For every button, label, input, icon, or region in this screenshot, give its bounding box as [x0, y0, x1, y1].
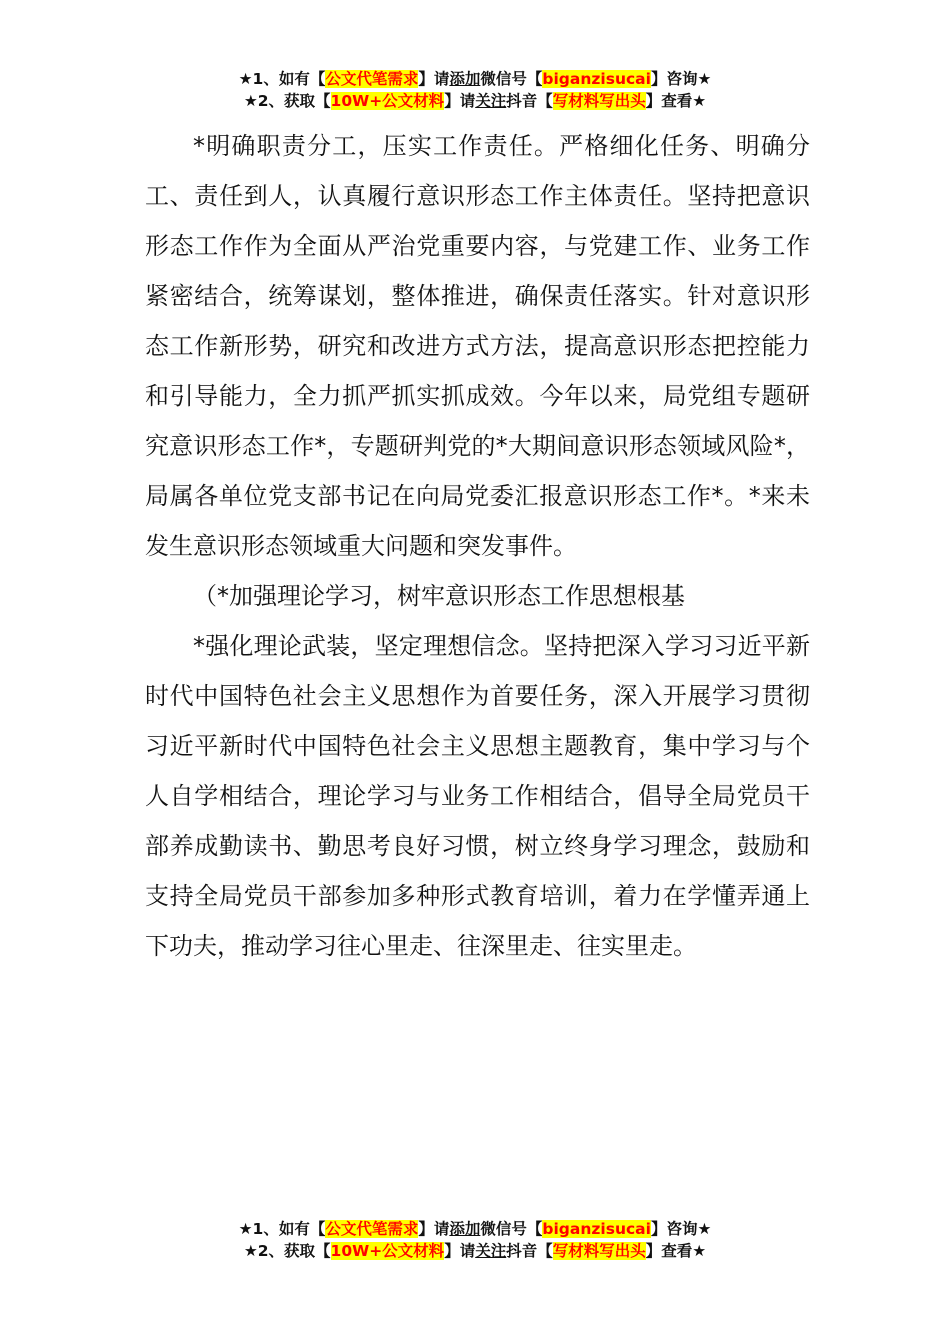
paragraph-theory-study: *强化理论武装，坚定理想信念。坚持把深入学习习近平新时代中国特色社会主义思想作为首要任务，深入开展学习贯彻习近平新时代中国特色社会主义思想主题教育，集中学习与个人自学相结合，理论学习与业务工作相结合，倡导全局党员干部养成勤读书、勤思考良好习惯，树立终身学习理念，鼓励和支持全局党员干部参加多种形式教育培训，着力在学懂弄通上下功夫，推动学习往心里走、往深里走、往实里走。: [145, 632, 810, 960]
banner-text: 】咨询: [650, 1220, 698, 1238]
highlight-wechat-id: biganzisucai: [542, 1220, 651, 1238]
footer-banner: [0, 1218, 950, 1262]
banner-text: 微信号【: [480, 70, 543, 88]
banner-line-2: [0, 1240, 950, 1262]
banner-text: 】请: [418, 70, 450, 88]
banner-text: 1、如有【: [252, 1220, 326, 1238]
banner-text: 抖音【: [506, 92, 553, 110]
star-icon: ★: [238, 70, 253, 88]
banner-line-1: [0, 1218, 950, 1240]
highlight-wechat-id: biganzisucai: [542, 70, 651, 88]
banner-text: 微信号【: [480, 1220, 543, 1238]
banner-text: 】请: [444, 1242, 476, 1260]
underlined-text: 关注: [475, 1242, 507, 1260]
banner-line-2: [0, 90, 950, 112]
document-body: [145, 121, 810, 971]
banner-text: 抖音【: [506, 1242, 553, 1260]
highlight-materials: 10W+公文材料: [330, 92, 445, 110]
banner-line-1: [0, 68, 950, 90]
star-icon: ★: [243, 92, 258, 110]
banner-text: 】请: [444, 92, 476, 110]
highlight-materials: 10W+公文材料: [330, 1242, 445, 1260]
banner-text: 2、获取【: [257, 92, 331, 110]
star-icon: ★: [692, 1242, 707, 1260]
banner-text: 】请: [418, 1220, 450, 1238]
highlight-douyin: 写材料写出头: [552, 1242, 646, 1260]
section-heading: （*加强理论学习，树牢意识形态工作思想根基: [193, 582, 685, 610]
highlight-douyin: 写材料写出头: [552, 92, 646, 110]
banner-text: 】咨询: [650, 70, 698, 88]
underlined-text: 添加: [449, 1220, 481, 1238]
highlight-service: 公文代笔需求: [325, 1220, 419, 1238]
star-icon: ★: [692, 92, 707, 110]
underlined-text: 关注: [475, 92, 507, 110]
star-icon: ★: [697, 70, 712, 88]
paragraph-responsibility: *明确职责分工，压实工作责任。严格细化任务、明确分工、责任到人，认真履行意识形态工作主体责任。坚持把意识形态工作作为全面从严治党重要内容，与党建工作、业务工作紧密结合，统筹谋划，整体推进，确保责任落实。针对意识形态工作新形势，研究和改进方式方法，提高意识形态把控能力和引导能力，全力抓严抓实抓成效。今年以来，局党组专题研究意识形态工作*，专题研判党的*大期间意识形态领域风险*，局属各单位党支部书记在向局党委汇报意识形态工作*。*来未发生意识形态领域重大问题和突发事件。: [145, 132, 810, 560]
header-banner: [0, 68, 950, 112]
star-icon: ★: [238, 1220, 253, 1238]
underlined-text: 添加: [449, 70, 481, 88]
banner-text: 】查看: [645, 92, 693, 110]
highlight-service: 公文代笔需求: [325, 70, 419, 88]
banner-text: 1、如有【: [252, 70, 326, 88]
star-icon: ★: [243, 1242, 258, 1260]
banner-text: 2、获取【: [257, 1242, 331, 1260]
star-icon: ★: [697, 1220, 712, 1238]
banner-text: 】查看: [645, 1242, 693, 1260]
